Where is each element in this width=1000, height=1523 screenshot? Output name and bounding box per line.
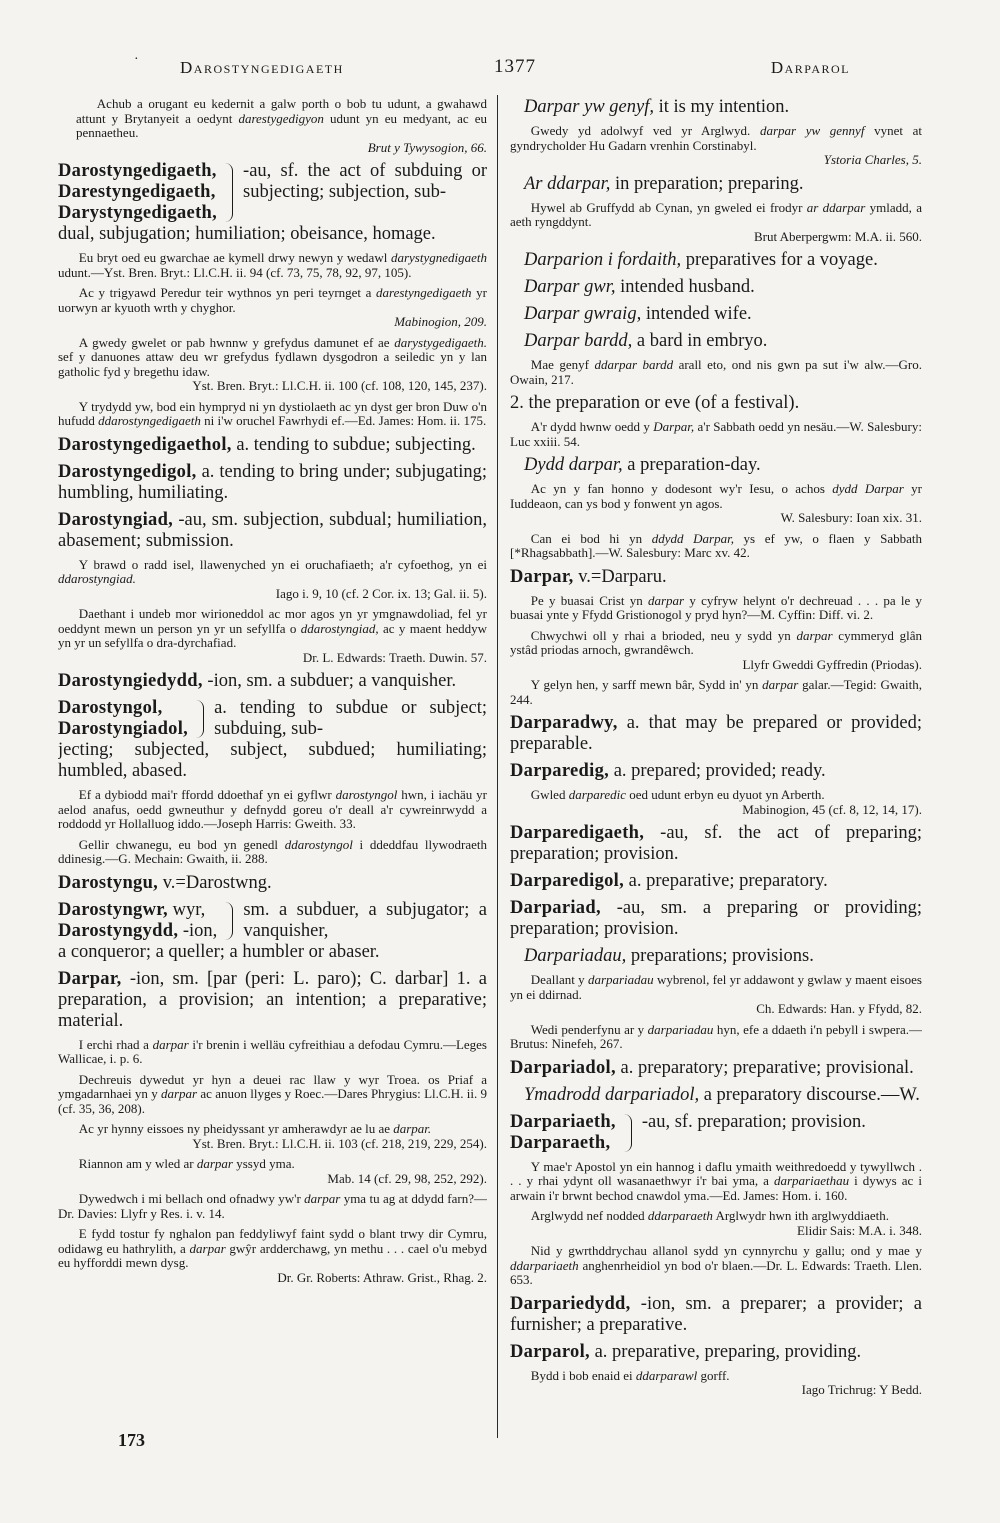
citation: Can ei bod hi yn ddydd Darpar, ys ef yw, o flaen y Sabbath [*Rhagsabbath].—W. Salesbury: Marc xv. 42. (510, 530, 922, 560)
citation: Y trydydd yw, bod ein hympryd ni yn dystiolaeth ac yn dyst ger bron Duw o'n hufudd ddarostyngedigaeth ni i'w oruchel Fawrhydi ef.—Ed. James: Hom. ii. 175. (58, 398, 487, 428)
citation-source: Yst. Bren. Bryt.: Ll.C.H. ii. 100 (cf. 108, 120, 145, 237). (192, 378, 487, 393)
citation: A gwedy gwelet or pab hwnnw y grefydus damunet ef ae darystygedigaeth. sef y danuones attaw deu wr grefydus fydlawn dysgodron a seiledic yn y lan gatholic fyd y bregethu idaw. Yst. Bren. Bryt.: Ll.C.H. ii. 100 (cf. 108, 120, 145, 237). (58, 334, 487, 393)
citation: Chwychwi oll y rhai a brioded, neu y sydd yn darpar cymmeryd glân ystâd priodas arnoch, gwrandêwch. Llyfr Gweddi Gyffredin (Priodas). (510, 627, 922, 672)
citation-source: Ch. Edwards: Han. y Ffydd, 82. (756, 1001, 922, 1016)
citation: Y mae'r Apostol yn ein hannog i daflu ymaith weithredoedd y tywyllwch . . . y rhai ydynt oll wasanaethwyr i'r bai yma, a darpariaethau i dywys ac i arwain i'r brwnt bechod cnawdol yma.—Ed. James: Hom. i. 160. (510, 1158, 922, 1203)
definition: -au, sm. subjection, subdual; humiliation, abasement; submission. (58, 509, 487, 551)
phrase-entry (524, 455, 922, 476)
left-column (58, 97, 487, 1457)
entry-darostyngiedydd (58, 671, 487, 692)
header-left-guideword: Darostyngedigaeth (180, 58, 344, 77)
citation-source: Brut Aberpergwm: M.A. ii. 560. (753, 228, 922, 244)
phrase-entry (524, 97, 922, 118)
entry-darparedigaeth (510, 823, 922, 865)
citation-source: Elidir Sais: M.A. i. 348. (797, 1222, 922, 1238)
phrase: Darpariadau, (524, 946, 627, 966)
phrase-entry (524, 946, 922, 967)
signature-mark: 173 (118, 1430, 145, 1450)
phrase-entry (524, 250, 922, 271)
entry-darostyngu (58, 873, 487, 894)
column-divider (497, 95, 498, 1438)
citation: Gwled darparedic oed udunt erbyn eu dyuot yn Arberth. Mabinogion, 45 (cf. 8, 12, 14, 17). (510, 788, 922, 817)
brace (221, 902, 233, 940)
definition: intended husband. (615, 277, 755, 297)
definition: a. that may be prepared or provided; preparable. (510, 713, 922, 754)
entry-darpariad (510, 898, 922, 940)
citation-source: W. Salesbury: Ioan xix. 31. (780, 510, 922, 525)
entry-darostyngiad (58, 510, 487, 552)
definition-continued: a conqueror; a queller; a humbler or abaser. (58, 941, 380, 962)
citation: Y brawd o radd isel, llawenyched yn ei oruchafiaeth; a'r cyfoethog, yn ei ddarostyngiad. Iago i. 9, 10 (cf. 2 Cor. ix. 13; Gal. ii. 5). (58, 556, 487, 601)
citation-source: Mabinogion, 209. (394, 314, 487, 329)
phrase: Ymadrodd darpariadol, (524, 1084, 700, 1105)
headword: Darostyngiadol, (58, 719, 189, 739)
citation: Wedi penderfynu ar y darpariadau hyn, efe a ddaeth i'n pebyll i swpera.—Brutus: Ninefeh, 267. (510, 1021, 922, 1051)
entry-darostyngedigaeth (58, 161, 487, 224)
brace (221, 163, 233, 222)
citation: E fydd tostur fy nghalon pan feddyliwyf faint sydd o blant trwy dir Cymru, odidawg eu hathrylith, a darpar gwŷr ardderchawg, yn methu . . . cael o'u mebyd eu hyfforddi mewn dysg. Dr. Gr. Roberts: Athraw. Grist., Rhag. 2. (58, 1226, 487, 1285)
citation: Hywel ab Gruffydd ab Cynan, yn gweled ei frodyr ar ddarpar ymladd, a aeth ryngddynt. Brut Aberpergwm: M.A. ii. 560. (510, 199, 922, 244)
entry-darostyngedigaethol (58, 435, 487, 456)
headword: Darparaeth, (510, 1132, 611, 1153)
definition: a. tending to subdue or subject; subduing, sub- (214, 698, 487, 739)
citation: Gellir chwanegu, eu bod yn genedl ddarostyngol i ddeddfau llywodraeth ddinesig.—G. Mechain: Gwaith, ii. 288. (58, 836, 487, 866)
headword: Darostyngiedydd, (58, 671, 203, 691)
citation: Eu bryt oed eu gwarchae ae kymell drwy newyn y wedawl darystygnedigaeth udunt.—Yst. Bren. Bryt.: Ll.C.H. ii. 94 (cf. 73, 75, 78, 92, 97, 105). (58, 250, 487, 280)
definition: a. tending to bring under; subjugating; humbling, humiliating. (58, 461, 487, 503)
citation: Riannon am y wled ar darpar yssyd yma. Mab. 14 (cf. 29, 98, 252, 292). (58, 1157, 487, 1186)
headword: Darpariaeth, (510, 1111, 616, 1132)
definition: -ion, sm. [par (peri: L. paro); C. darbar] 1. a preparation, a provision; an intention; a preparative; material. (58, 968, 487, 1031)
citation: Deallant y darpariadau wybrenol, fel yr addawont y gwlaw y maent eisoes yn ei ddirnad. Ch. Edwards: Han. y Ffydd, 82. (510, 972, 922, 1016)
headword: Darparedigol, (510, 871, 625, 891)
definition: intended wife. (641, 304, 752, 324)
citation-source: Dr. L. Edwards: Traeth. Duwin. 57. (302, 649, 487, 665)
citation: I erchi rhad a darpar i'r brenin i welläu cyfreithiau a defodau Cymru.—Leges Wallicae, i. p. 6. (58, 1036, 487, 1066)
citation: Bydd i bob enaid ei ddarparawl gorff. Iago Trichrug: Y Bedd. (510, 1369, 922, 1398)
phrase-entry (524, 277, 922, 298)
headword: Darpar, (58, 968, 122, 989)
headword: Darostyngu, (58, 872, 159, 893)
definition: preparatives for a voyage. (681, 250, 878, 270)
citation-source: Mabinogion, 45 (cf. 8, 12, 14, 17). (742, 801, 922, 817)
citation: Y gelyn hen, y sarff mewn bâr, Sydd in' yn darpar galar.—Tegid: Gwaith, 244. (510, 677, 922, 707)
entry-darostyngedigol (58, 462, 487, 504)
headword: Darpariedydd, (510, 1293, 631, 1314)
definition-continued: dual, subjugation; humiliation; obeisance, homage. (58, 224, 436, 244)
entry-darparedigol (510, 871, 922, 892)
definition: a bard in embryo. (632, 331, 768, 351)
definition: -ion, sm. a subduer; a vanquisher. (202, 671, 457, 691)
citation: Nid y gwrthddrychau allanol sydd yn cynnyrchu y gallu; ond y mae y ddarpariaeth anghenrheidiol yn bod o'r blaen.—Dr. L. Edwards: Traeth. Llen. 653. (510, 1243, 922, 1287)
definition: -au, sf. preparation; provision. (641, 1111, 866, 1132)
definition-continued: jecting; subjected, subject, subdued; humiliating; humbled, abased. (58, 740, 487, 781)
entry-darparol (510, 1342, 922, 1363)
definition: it is my intention. (654, 97, 790, 117)
entry-darparadwy (510, 713, 922, 755)
definition: in preparation; preparing. (610, 173, 804, 194)
headword: Darostyngedigaethol, (58, 434, 232, 455)
definition: sm. a subduer, a subjugator; a vanquisher, (243, 899, 487, 941)
headword: Darestyngedigaeth, (58, 182, 216, 202)
header-dot: · (134, 52, 139, 67)
citation-source: Iago i. 9, 10 (cf. 2 Cor. ix. 13; Gal. ii. 5). (275, 585, 487, 601)
headword: Darpariadol, (510, 1057, 616, 1078)
entry-darostyngwr: Darostyngwr, wyr, Darostyngydd, -ion, sm. a subduer, a subjugator; a vanquisher, (58, 899, 487, 941)
page-number: 1377 (494, 56, 536, 77)
citation: Ac yr hynny eissoes ny pheidyssant yr amherawdyr ae lu ae darpar. Yst. Bren. Bryt.: Ll.C.H. ii. 103 (cf. 218, 219, 229, 254). (58, 1122, 487, 1151)
entry-darpar-verb (510, 567, 922, 588)
headword: Darostyngiad, (58, 509, 174, 530)
headword: Darparol, (510, 1341, 590, 1362)
entry-darostyngol (58, 698, 487, 740)
phrase-entry (524, 304, 922, 325)
brace (192, 700, 204, 738)
citation: Ef a dybiodd mai'r ffordd ddoethaf yn ei gyflwr darostyngol hwn, i iachäu yr aelod anafus, oedd gwneuthur y defnydd goreu o'r deall a'r cywreinrwydd a roddodd yr Hollalluog iddo.—Joseph Harris: Gweith. 33. (58, 787, 487, 831)
sense-2: 2. the preparation or eve (of a festival). (510, 393, 800, 413)
citation: Dywedwch i mi bellach ond ofnadwy yw'r darpar yma tu ag at ddydd farn?—Dr. Davies: Llyfr y Res. i. v. 14. (58, 1191, 487, 1221)
phrase: Darparion i fordaith, (524, 250, 682, 270)
headword: Darystyngedigaeth, (58, 203, 218, 223)
phrase: Darpar yw genyf, (524, 97, 654, 117)
citation: Ac yn y fan honno y dodesont wy'r Iesu, o achos dydd Darpar yr Iuddeaon, can ys bod y fonwent yn agos. W. Salesbury: Ioan xix. 31. (510, 481, 922, 525)
headword: Darostyngol, (58, 698, 163, 718)
headword: Darpariad, (510, 898, 601, 918)
entry-darpariadol (510, 1058, 922, 1079)
headword: Darostyngedigaeth, (58, 161, 217, 181)
definition: v.=Darostwng. (158, 872, 272, 893)
phrase: Darpar gwraig, (524, 304, 642, 324)
headword: Darostyngwr, (58, 899, 168, 920)
headword: Darostyngedigol, (58, 461, 197, 482)
definition: a. preparatory; preparative; provisional. (615, 1057, 914, 1078)
definition: a. prepared; provided; ready. (609, 761, 826, 781)
citation: Achub a orugant eu kedernit a galw porth o bob tu udunt, a gwahawd attunt y Brytanyeit a oedynt darestygedigyon udunt yn eu medyant, ac eu pennaetheu. Brut y Tywysogion, 66. (76, 97, 487, 155)
header-right-guideword: Darparol (770, 58, 850, 77)
definition: v.=Darparu. (573, 566, 667, 587)
phrase: Darpar gwr, (524, 277, 616, 297)
citation: Arglwydd nef nodded ddarparaeth Arglwydr hwn ith arglwyddiaeth. Elidir Sais: M.A. i. 348. (510, 1209, 922, 1238)
definition: -au, sf. the act of subduing or subjecting; subjection, sub- (243, 161, 487, 202)
definition: preparations; provisions. (626, 946, 814, 966)
entry-darpariedydd (510, 1294, 922, 1336)
citation: Dechreuis dywedut yr hyn a deuei rac llaw y wyr Troea. os Priaf a ymgadarnhaei yn y darpar ac anuon llyges y Roec.—Dares Phrygius: Ll.C.H. ii. 9 (cf. 35, 36, 208). (58, 1071, 487, 1116)
right-column (510, 97, 922, 1437)
citation-source: Llyfr Gweddi Gyffredin (Priodas). (742, 656, 922, 672)
citation: A'r dydd hwnw oedd y Darpar, a'r Sabbath oedd yn nesäu.—W. Salesbury: Luc xxiii. 54. (510, 419, 922, 449)
definition: a preparation-day. (622, 455, 761, 475)
headword: Darparedig, (510, 761, 610, 781)
citation-source: Brut y Tywysogion, 66. (367, 139, 487, 155)
phrase: Dydd darpar, (524, 455, 623, 475)
phrase-entry (524, 174, 922, 195)
phrase: Ar ddarpar, (524, 173, 611, 194)
phrase-entry (524, 1085, 922, 1106)
citation-source: Mab. 14 (cf. 29, 98, 252, 292). (327, 1170, 487, 1186)
citation-source: Iago Trichrug: Y Bedd. (801, 1382, 922, 1397)
definition: a. tending to subdue; subjecting. (231, 434, 476, 455)
definition: -au, sm. a preparing or providing; preparation; provision. (510, 898, 922, 939)
citation-source: Ystoria Charles, 5. (823, 152, 922, 167)
citation-source: Dr. Gr. Roberts: Athraw. Grist., Rhag. 2. (277, 1269, 487, 1285)
entry-darpar (58, 969, 487, 1032)
definition: a preparatory discourse.—W. (699, 1084, 920, 1105)
entry-darparedig (510, 761, 922, 782)
citation: Pe y buasai Crist yn darpar y cyfryw helynt o'r dechreuad . . . pa le y buasai ynte y Ffydd Gristionogol y pryd hyn?—M. Cyffin: Diff. vi. 2. (510, 592, 922, 622)
phrase-entry (524, 331, 922, 352)
definition: -au, sf. the act of preparing; preparation; provision. (510, 823, 922, 864)
definition: a. preparative, preparing, providing. (589, 1341, 862, 1362)
brace (620, 1114, 632, 1152)
definition: a. preparative; preparatory. (624, 871, 828, 891)
headword: Darpar, (510, 566, 574, 587)
running-header (180, 58, 850, 82)
citation: Mae genyf ddarpar bardd arall eto, ond nis gwn pa sut i'w alw.—Gro. Owain, 217. (510, 357, 922, 387)
phrase: Darpar bardd, (524, 331, 633, 351)
headword: Darostyngydd, (58, 920, 179, 941)
definition: -ion, sm. a preparer; a provider; a furnisher; a preparative. (510, 1293, 922, 1335)
citation-source: Yst. Bren. Bryt.: Ll.C.H. ii. 103 (cf. 218, 219, 229, 254). (192, 1135, 487, 1151)
headword: Darparedigaeth, (510, 823, 645, 843)
citation: Gwedy yd adolwyf ved yr Arglwyd. darpar yw gennyf vynet at gyndrycholder Hu Gadarn vrenhin Corstinabyl. Ystoria Charles, 5. (510, 123, 922, 167)
entry-darpariaeth (510, 1112, 922, 1154)
citation: Daethant i undeb mor wirioneddol ac mor agos yn yr ymgnawdoliad, fel yr oeddynt mewn un person yn yr un sefyllfa o ddarostyngiad, ac y maent heddyw yn yr un sefyllfa o dra-dyrchafiad. Dr. L. Edwards: Traeth. Duwin. 57. (58, 606, 487, 665)
headword: Darparadwy, (510, 713, 618, 733)
citation: Ac y trigyawd Peredur teir wythnos yn peri teyrnget a darestyngedigaeth yr uorwyn ar kyuoth wrth y chyghor. Mabinogion, 209. (58, 285, 487, 329)
